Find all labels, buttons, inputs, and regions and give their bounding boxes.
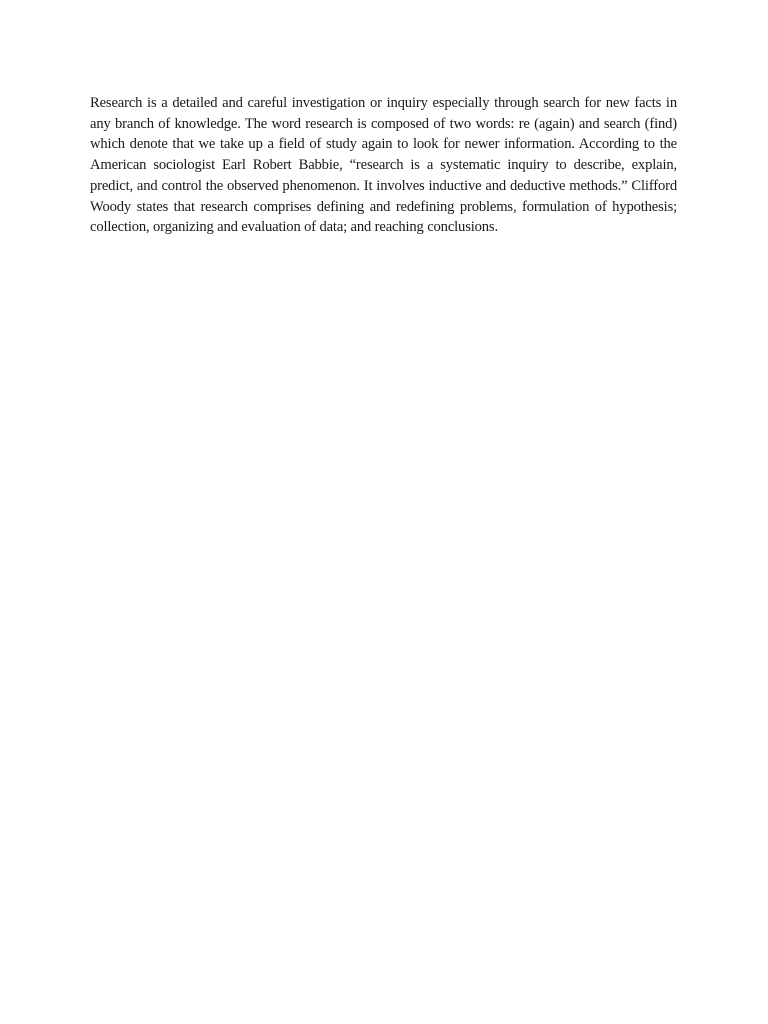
body-paragraph: Research is a detailed and careful investigation or inquiry especially through search for new facts in any branch of knowledge. The word research is composed of two words: re (again) and search (find) which denote that we take up a field of study again to look for newer information. According to the American sociologist Earl Robert Babbie, “research is a systematic inquiry to describe, explain, predict, and control the observed phenomenon. It involves inductive and deductive methods.” Clifford Woody states that research comprises defining and redefining problems, formulation of hypothesis; collection, organizing and evaluation of data; and reaching conclusions. bbox=[90, 95, 677, 236]
